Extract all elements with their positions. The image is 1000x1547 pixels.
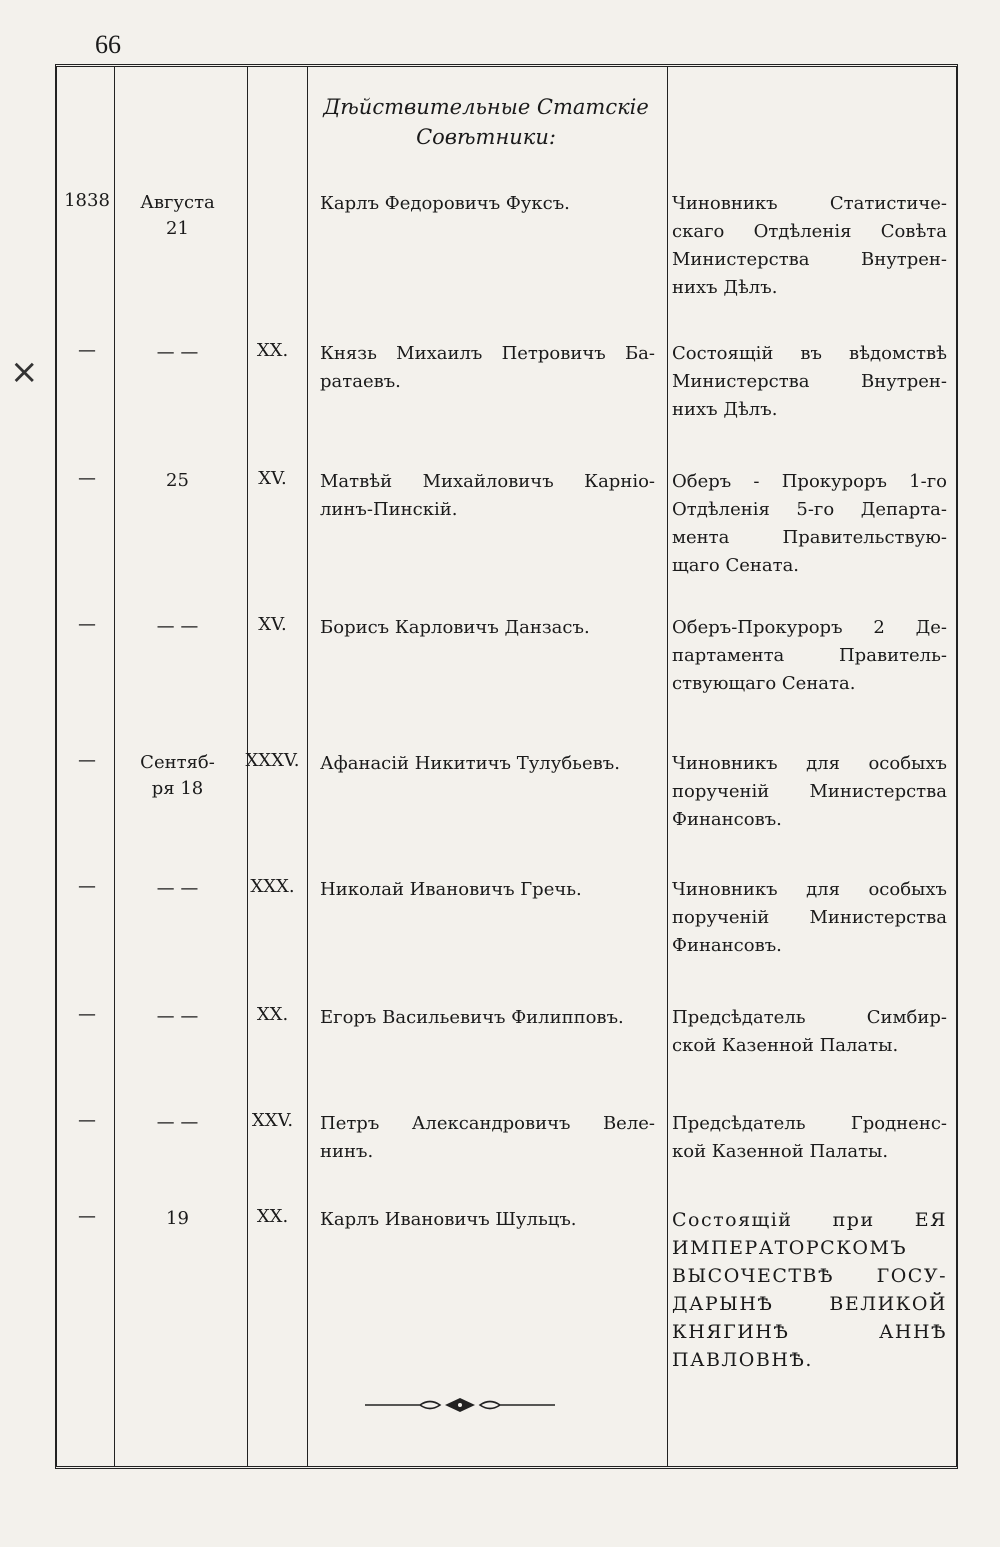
margin-mark: × — [10, 352, 39, 392]
name-line: ратаевъ. — [320, 371, 401, 392]
name-cell — [320, 1206, 655, 1234]
year-cell: — — [78, 1004, 96, 1025]
name-line: Князь Михаилъ Петровичъ Ба- — [320, 343, 655, 364]
rank-number-cell: XXV. — [251, 1110, 294, 1131]
column-divider — [667, 67, 668, 1466]
date-cell — [115, 876, 240, 902]
position-line: ствующаго Сената. — [672, 673, 856, 694]
position-line: КНЯГИНѢ АННѢ — [672, 1321, 947, 1343]
position-line: порученій Министерства — [672, 907, 947, 928]
position-line: Чиновникъ для особыхъ — [672, 753, 947, 774]
name-line: нинъ. — [320, 1141, 374, 1162]
position-line: Отдѣленія 5-го Департа- — [672, 499, 947, 520]
date-cell — [115, 614, 240, 640]
name-line: Карлъ Федоровичъ Фуксъ. — [320, 193, 570, 214]
name-cell — [320, 340, 655, 396]
position-cell — [672, 876, 947, 960]
date-cell — [115, 1110, 240, 1136]
name-line: Николай Ивановичъ Гречь. — [320, 879, 582, 900]
position-line: Финансовъ. — [672, 809, 782, 830]
date-cell — [115, 468, 240, 494]
rank-number-cell: XXX. — [250, 876, 295, 897]
rank-number-cell: XX. — [256, 340, 289, 361]
name-cell — [320, 614, 655, 642]
position-line: ПАВЛОВНѢ. — [672, 1349, 813, 1371]
name-cell — [320, 1110, 655, 1166]
section-header — [305, 92, 667, 152]
date-cell — [115, 190, 240, 242]
date-line: — — — [156, 1112, 199, 1133]
position-line: Предсѣдатель Гродненс- — [672, 1113, 947, 1134]
name-line: Борисъ Карловичъ Данзасъ. — [320, 617, 590, 638]
position-line: ской Казенной Палаты. — [672, 1035, 899, 1056]
position-line: ИМПЕРАТОРСКОМЪ — [672, 1237, 908, 1259]
position-line: Чиновникъ Статистиче- — [672, 193, 947, 214]
name-line: Петръ Александровичъ Веле- — [320, 1113, 655, 1134]
name-line: Карлъ Ивановичъ Шульцъ. — [320, 1209, 577, 1230]
rank-number-cell: XV. — [258, 614, 287, 635]
date-cell — [115, 1206, 240, 1232]
position-line: Финансовъ. — [672, 935, 782, 956]
position-line: Оберъ - Прокуроръ 1-го — [672, 471, 947, 492]
page-number: 66 — [95, 30, 121, 59]
year-cell: — — [78, 614, 96, 635]
year-cell: — — [78, 340, 96, 361]
ornament-divider — [360, 1392, 560, 1418]
position-line: ВЫСОЧЕСТВѢ ГОСУ- — [672, 1265, 947, 1287]
date-line: — — — [156, 878, 199, 899]
name-cell — [320, 876, 655, 904]
position-line: партамента Правитель- — [672, 645, 947, 666]
position-line: Министерства Внутрен- — [672, 371, 947, 392]
year-cell: — — [78, 750, 96, 771]
name-line: Матвѣй Михайловичъ Карніо- — [320, 471, 655, 492]
position-line: Состоящій при ЕЯ — [672, 1209, 947, 1231]
position-line: Состоящій въ вѣдомствѣ — [672, 343, 947, 364]
date-line: Сентяб- — [140, 752, 215, 773]
date-cell — [115, 750, 240, 802]
position-cell — [672, 468, 947, 580]
date-line: ря 18 — [151, 778, 204, 799]
position-line: скаго Отдѣленія Совѣта — [672, 221, 947, 242]
position-line: Министерства Внутрен- — [672, 249, 947, 270]
position-cell — [672, 340, 947, 424]
name-cell — [320, 468, 655, 524]
section-header-line: Совѣтники: — [416, 125, 556, 149]
position-line: ДАРЫНѢ ВЕЛИКОЙ — [672, 1293, 947, 1315]
position-cell — [672, 1004, 947, 1060]
position-line: порученій Министерства — [672, 781, 947, 802]
date-cell — [115, 1004, 240, 1030]
date-line: 25 — [166, 470, 189, 491]
year-cell: — — [78, 468, 96, 489]
date-line: 19 — [166, 1208, 189, 1229]
name-cell — [320, 1004, 655, 1032]
name-line: линъ-Пинскій. — [320, 499, 458, 520]
position-line: нихъ Дѣлъ. — [672, 399, 778, 420]
rank-number-cell: XV. — [258, 468, 287, 489]
position-line: Чиновникъ для особыхъ — [672, 879, 947, 900]
section-header-line: Дѣйствительные Статскіе — [323, 95, 649, 119]
rank-number-cell: XX. — [256, 1004, 289, 1025]
year-cell: — — [78, 876, 96, 897]
position-line: мента Правительствую- — [672, 527, 947, 548]
position-line: кой Казенной Палаты. — [672, 1141, 889, 1162]
position-cell — [672, 1206, 947, 1374]
position-cell — [672, 750, 947, 834]
year-cell: 1838 — [64, 190, 110, 211]
position-line: Предсѣдатель Симбир- — [672, 1007, 947, 1028]
position-line: Оберъ-Прокуроръ 2 Де- — [672, 617, 947, 638]
date-cell — [115, 340, 240, 366]
position-cell — [672, 190, 947, 302]
position-line: щаго Сената. — [672, 555, 800, 576]
column-divider — [307, 67, 308, 1466]
date-line: — — — [156, 616, 199, 637]
date-line: — — — [156, 342, 199, 363]
date-line: 21 — [166, 218, 189, 239]
position-cell — [672, 614, 947, 698]
position-cell — [672, 1110, 947, 1166]
date-line: Августа — [140, 192, 215, 213]
name-cell — [320, 750, 655, 778]
date-line: — — — [156, 1006, 199, 1027]
rank-number-cell: XX. — [256, 1206, 289, 1227]
name-line: Егоръ Васильевичъ Филипповъ. — [320, 1007, 624, 1028]
position-line: нихъ Дѣлъ. — [672, 277, 778, 298]
rank-number-cell: XXXV. — [245, 750, 300, 771]
year-cell: — — [78, 1206, 96, 1227]
name-cell — [320, 190, 655, 218]
name-line: Афанасій Никитичъ Тулубьевъ. — [320, 753, 620, 774]
year-cell: — — [78, 1110, 96, 1131]
